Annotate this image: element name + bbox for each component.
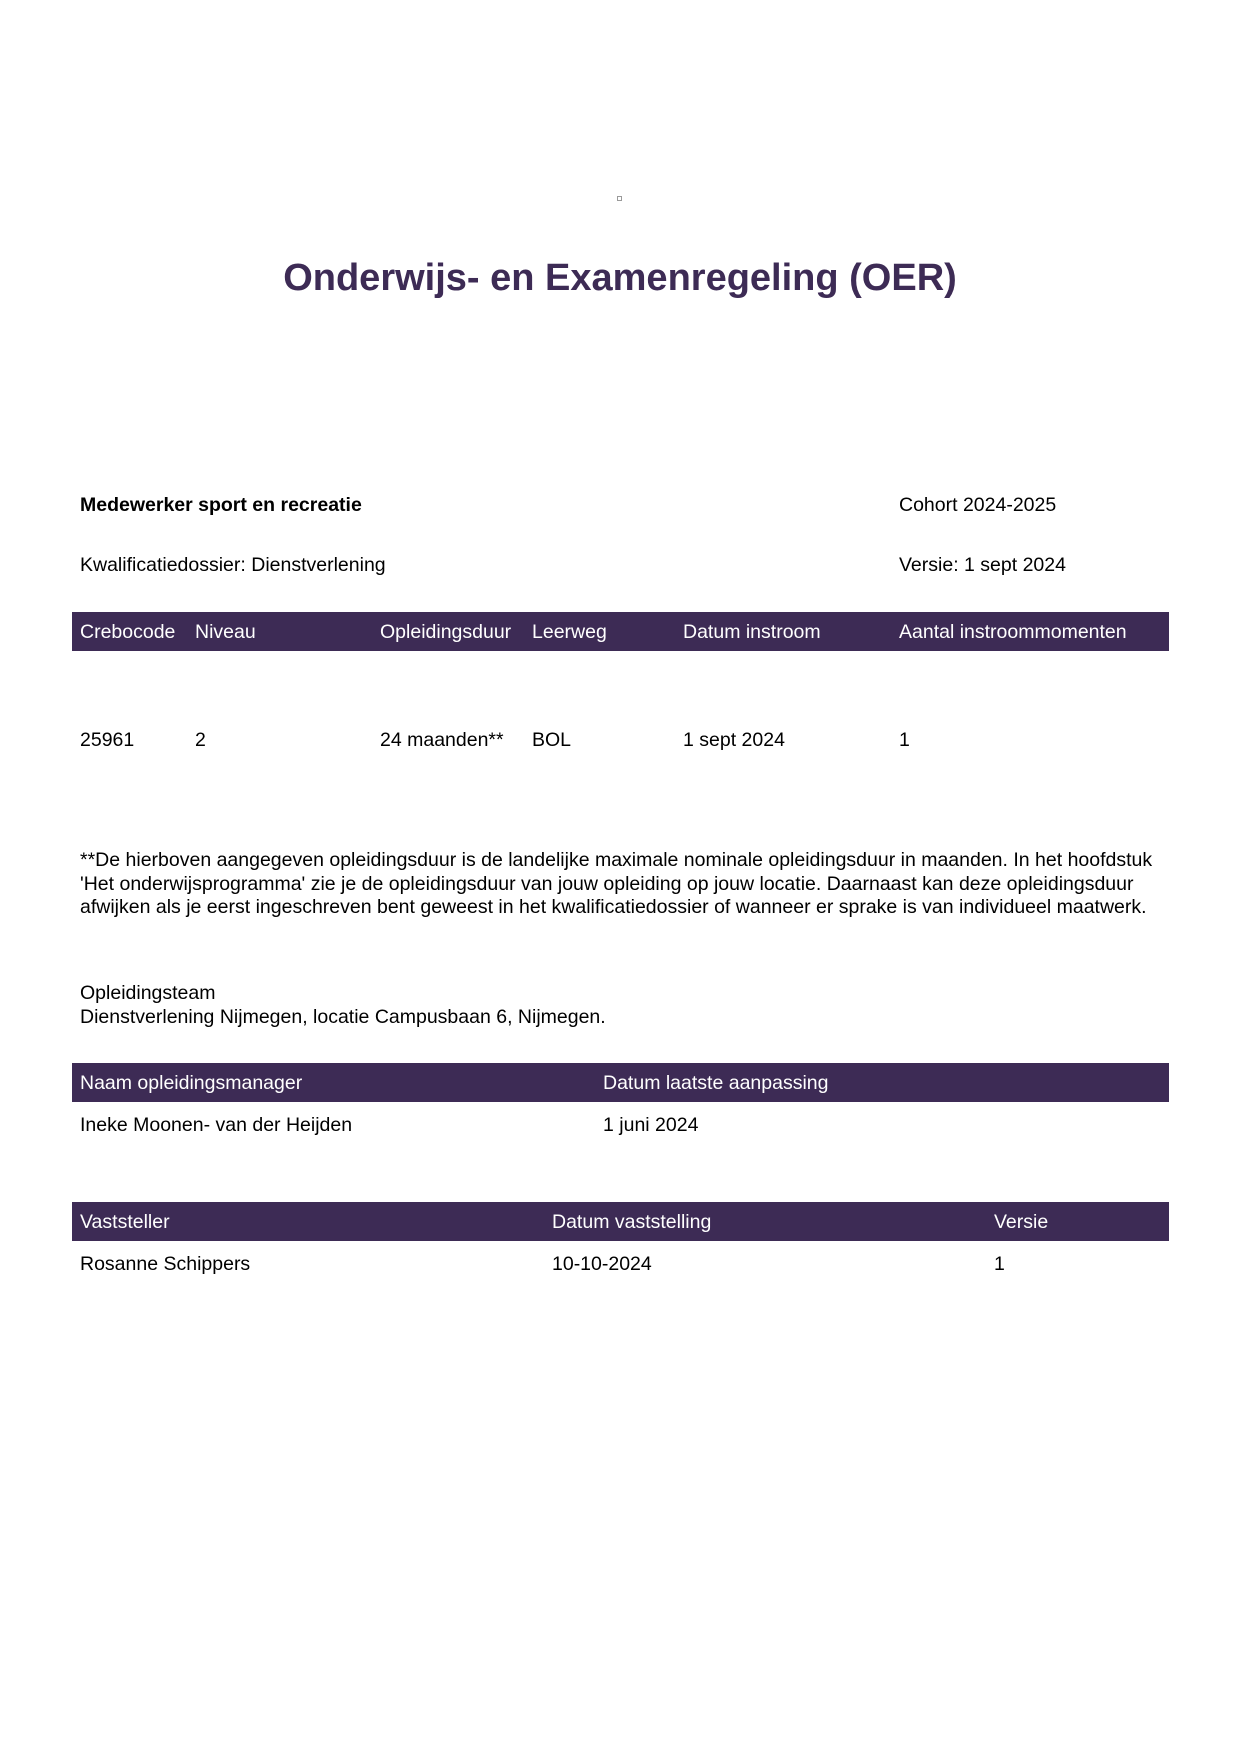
adoption-table-header: [72, 1202, 1169, 1241]
cell-datum-vaststelling: 10-10-2024: [552, 1253, 652, 1275]
program-table-header: [72, 612, 1169, 651]
team-block: [80, 981, 606, 1029]
cell-last-modified: 1 juni 2024: [603, 1114, 699, 1136]
cell-vaststeller: Rosanne Schippers: [80, 1253, 251, 1275]
header-leerweg: Leerweg: [532, 621, 607, 643]
header-versie: Versie: [994, 1211, 1049, 1233]
cell-aantal-instroommomenten: 1: [899, 729, 910, 751]
team-label: Opleidingsteam: [80, 982, 216, 1004]
header-aantal-instroommomenten: Aantal instroommomenten: [899, 621, 1127, 643]
logo-icon: [617, 196, 622, 201]
cell-opleidingsduur: 24 maanden**: [380, 729, 504, 751]
footnote-paragraph: **De hierboven aangegeven opleidingsduur is de landelijke maximale nominale opleidingsduur in maanden. In het hoofdstuk 'Het onderwijsprogramma' zie je de opleidingsduur van jouw opleiding op jouw locatie. Daarnaast kan deze opleidingsduur afwijken als je eerst ingeschreven bent geweest in het kwalificatiedossier of wanneer er sprake is van individueel maatwerk.: [80, 849, 1153, 918]
document-title: Onderwijs- en Examenregeling (OER): [283, 257, 957, 299]
cell-leerweg: BOL: [532, 729, 572, 751]
header-crebocode: Crebocode: [80, 621, 176, 643]
header-naam-opleidingsmanager: Naam opleidingsmanager: [80, 1072, 303, 1094]
cell-versie: 1: [994, 1253, 1005, 1275]
header-opleidingsduur: Opleidingsduur: [380, 621, 512, 643]
header-datum-laatste-aanpassing: Datum laatste aanpassing: [603, 1072, 829, 1094]
program-name: Medewerker sport en recreatie: [80, 494, 362, 516]
header-vaststeller: Vaststeller: [80, 1211, 170, 1233]
cell-niveau: 2: [195, 729, 206, 751]
qualification-file: Kwalificatiedossier: Dienstverlening: [80, 554, 386, 576]
version-label: Versie: 1 sept 2024: [899, 554, 1066, 576]
cell-crebocode: 25961: [80, 729, 135, 751]
header-datum-vaststelling: Datum vaststelling: [552, 1211, 712, 1233]
manager-table-header: [72, 1063, 1169, 1102]
header-datum-instroom: Datum instroom: [683, 621, 821, 643]
cell-manager-name: Ineke Moonen- van der Heijden: [80, 1114, 353, 1136]
cell-datum-instroom: 1 sept 2024: [683, 729, 785, 751]
cohort-label: Cohort 2024-2025: [899, 494, 1057, 516]
header-niveau: Niveau: [195, 621, 256, 643]
team-location: Dienstverlening Nijmegen, locatie Campusbaan 6, Nijmegen.: [80, 1006, 606, 1028]
